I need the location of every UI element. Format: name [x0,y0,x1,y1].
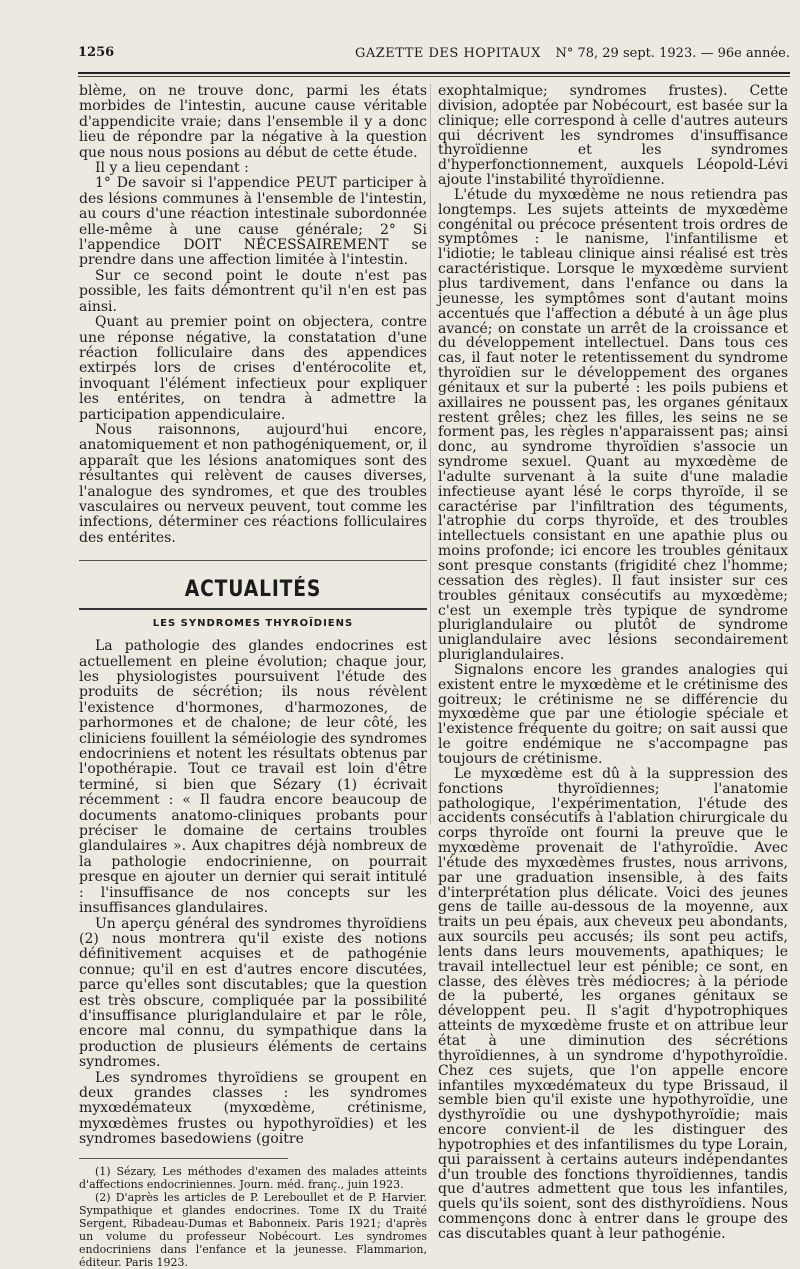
paragraph: 1° De savoir si l'appendice PEUT participer à des lésions communes à l'ensemble de l'intestin, au cours d'une réaction intestinale subordonnée elle-même à une cause générale; 2° Si l'appendice DOIT NÉCESSAIREMENT se prendre dans une affection limitée à l'intestin. [79,175,427,269]
right-column [438,84,788,1242]
paragraph: La pathologie des glandes endocrines est actuellement en pleine évolution; chaque jour, les physiologistes poursuivent l'étude des produits de sécrétion; ils nous révèlent l'existence d'hormones, d'harmozones, de parhormones et de chalone; de leur côté, les cliniciens fouillent la séméiologie des syndromes endocriniens et notent les résultats obtenus par l'opothérapie. Tout ce travail est loin d'être terminé, si bien que Sézary (1) écrivait récemment : « Il faudra encore beaucoup de documents anatomo-cliniques probants pour préciser le domaine de certains troubles glandulaires ». Aux chapitres déjà nombreux de la pathologie endocrinienne, on pourrait presque en ajouter un dernier qui serait intitulé : l'insuffisance de nos concepts sur les insuffisances glandulaires. [79,638,427,917]
paragraph: exophtalmique; syndromes frustes). Cette division, adoptée par Nobécourt, est basée sur la clinique; elle correspond à celle d'autres auteurs qui décrivent les syndromes d'insuffisance thyroïdienne et les syndromes d'hyperfonctionnement, auxquels Léopold-Lévi ajoute l'instabilité thyroïdienne. [438,83,788,189]
paragraph: Un aperçu général des syndromes thyroïdiens (2) nous montrera qu'il existe des notions définitivement acquises et de pathogénie connue; qu'il en est d'autres encore discutées, parce qu'elles sont discutables; que la question est très obscure, compliquée par la possibilité d'insuffisance pluriglandulaire et par le rôle, encore mal connu, du sympathique dans la production de plusieurs éléments de certains syndromes. [79,915,427,1071]
section-title-rule [79,608,427,610]
paragraph: Les syndromes thyroïdiens se groupent en deux grandes classes : les syndromes myxœdémateux (myxœdème, crétinisme, myxœdèmes frustes ou hypothyroïdies) et les syndromes basedowiens (goitre [79,1069,427,1148]
header-rule-thin [78,76,790,77]
issue-line: N° 78, 29 sept. 1923. — 96e année. [555,46,790,61]
paragraph: Nous raisonnons, aujourd'hui encore, anatomiquement et non pathogéniquement, or, il apparaît que les lésions anatomiques sont des résultantes qui relèvent de causes diverses, l'analogue des syndromes, et que des troubles vasculaires ou nerveux peuvent, tout comme les infections, déterminer ces réactions folliculaires des entérites. [79,421,427,546]
footnote: (2) D'après les articles de P. Lereboullet et de P. Harvier. Sympathique et glandes endocrines. Tome IX du Traité Sergent, Ribadeau-Dumas et Babonneix. Paris 1921; d'après un volume du professeur Nobécourt. Les syndromes endocriniens dans l'enfance et la jeunesse. Flammarion, éditeur. Paris 1923. [79,1190,427,1269]
subsection-title: LES SYNDROMES THYROÏDIENS [152,618,354,630]
paragraph: blème, on ne trouve donc, parmi les états morbides de l'intestin, aucune cause véritable d'appendicite vraie; dans l'ensemble il y a donc lieu de répondre par la négative à la question que nous nous posions au début de cette étude. [79,83,427,161]
left-column [79,84,427,1269]
paragraph: Quant au premier point on objectera, contre une réponse négative, la constatation d'une réaction folliculaire dans des appendices extirpés lors de crises d'entérocolite et, invoquant l'élément infectieux pour expliquer les entérites, on tendra à admettre la participation appendiculaire. [79,314,427,423]
paragraph: L'étude du myxœdème ne nous retiendra pas longtemps. Les sujets atteints de myxœdème congénital ou précoce présentent trois ordres de symptômes : le nanisme, l'infantilisme et l'idiotie; le tableau clinique ainsi réalisé est très caractéristique. Lorsque le myxœdème survient plus tardivement, dans l'enfance ou dans la jeunesse, les symptômes sont d'autant moins accentués que l'affection a débuté à un âge plus avancé; on constate un arrêt de la croissance et du développement intellectuel. Dans tous ces cas, il faut noter le retentissement du syndrome thyroïdien sur le développement des organes génitaux et sur la puberté : les poils pubiens et axillaires ne poussent pas, les organes génitaux restent grêles; chez les filles, les seins ne se forment pas, les règles n'apparaissent pas; ainsi donc, au syndrome thyroïdien s'associe un syndrome sexuel. Quant au myxœdème de l'adulte survenant à la suite d'une maladie infectieuse ayant lésé le corps thyroïde, il se caractérise par l'infiltration des téguments, l'atrophie du corps thyroïde, et des troubles intellectuels consistant en une apathie plus ou moins profonde; ici encore les troubles génitaux sont presque constants (frigidité chez l'homme; cessation des règles). Il faut insister sur ces troubles génitaux consécutifs au myxœdème; c'est un exemple très typique de syndrome pluriglandulaire ou plutôt de syndrome uniglandulaire avec lésions secondairement pluriglandulaires. [438,186,788,664]
header-rule [78,72,790,74]
paragraph: Le myxœdème est dû à la suppression des fonctions thyroïdiennes; l'anatomie pathologique, l'expérimentation, l'étude des accidents consécutifs à l'ablation chirurgicale du corps thyroïde ont fourni la preuve que le myxœdème provenait de l'athyroïdie. Avec l'étude des myxœdèmes frustes, nous arrivons, par une graduation insensible, à des faits d'interprétation plus délicate. Voici des jeunes gens de taille au-dessous de la moyenne, aux traits un peu épais, aux cheveux peu abondants, aux sourcils peu accusés; ils sont peu actifs, lents dans leurs mouvements, apathiques; le travail intellectuel leur est pénible; ce sont, en classe, des élèves très médiocres; à la période de la puberté, les organes génitaux se développent peu. Il s'agit d'hypotrophiques atteints de myxœdème fruste et on attribue leur état à une diminution des sécrétions thyroïdiennes, à un syndrome d'hypothyroïdie. Chez ces sujets, que l'on appelle encore infantiles myxœdémateux du type Brissaud, il semble bien qu'il existe une hypothyroïdie, une dysthyroïdie ou une dyshypothyroïdie; mais encore convient-il de les distinguer des hypotrophies et des infantilismes du type Lorain, qui paraissent à certains auteurs indépendantes d'un trouble des fonctions thyroïdiennes, tandis que d'autres admettent que tous les infantiles, quels qu'ils soient, sont des disthyroïdiens. Nous commençons donc à entrer dans le groupe des cas discutables quant à leur pathogénie. [438,765,788,1242]
footnote: (1) Sézary, Les méthodes d'examen des malades atteints d'affections endocriniennes. Journ. méd. franç., juin 1923. [79,1164,427,1191]
paragraph: Signalons encore les grandes analogies qui existent entre le myxœdème et le crétinisme des goitreux; le crétinisme ne se différencie du myxœdème que par une étiologie spéciale et l'existence fréquente du goitre; on sait aussi que le goitre endémique ne s'accompagne pas toujours de crétinisme. [438,661,788,767]
page-number: 1256 [78,45,115,60]
paragraph: Sur ce second point le doute n'est pas possible, les faits démontrent qu'il n'en est pas ainsi. [79,267,427,315]
section-divider [79,560,427,561]
paragraph: Il y a lieu cependant : [95,160,249,177]
column-divider [430,84,431,824]
journal-title: GAZETTE DES HOPITAUX [355,46,541,61]
footnote-rule [79,1158,288,1159]
section-title: ACTUALITÉS [184,577,322,603]
page-header [78,45,790,67]
